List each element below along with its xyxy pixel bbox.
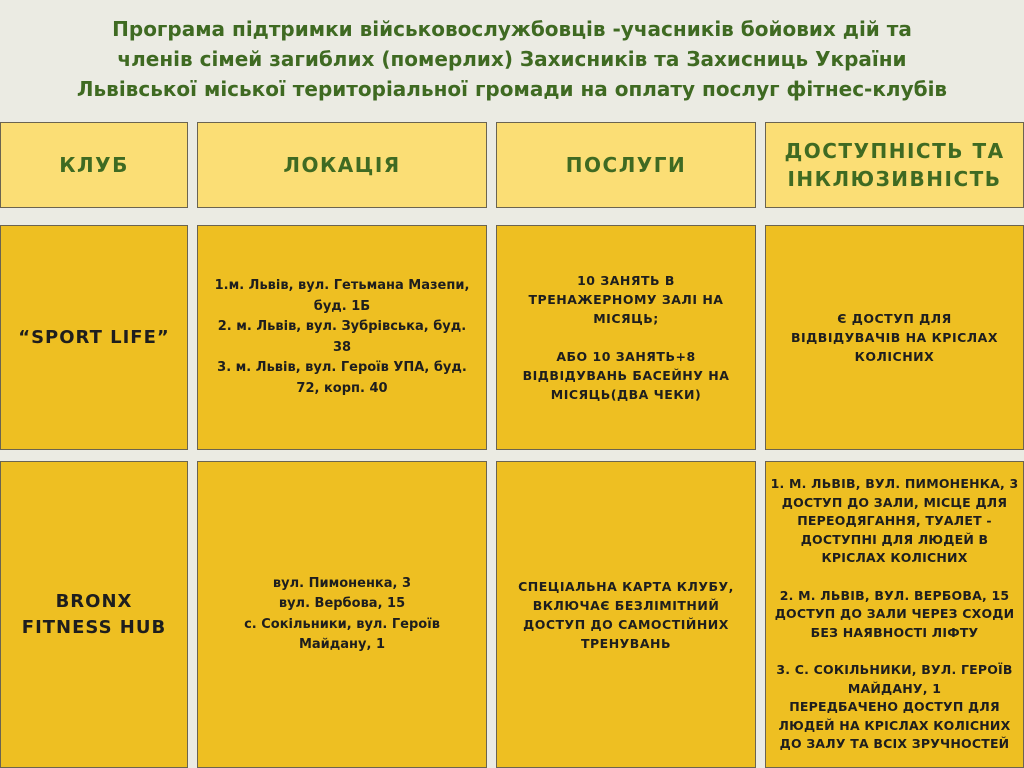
row-2-services xyxy=(496,461,756,768)
row-1-services xyxy=(496,225,756,450)
row-2-services-line: ДОСТУП ДО САМОСТІЙНИХ xyxy=(523,616,729,632)
header-club xyxy=(0,122,188,208)
row-1-accessibility-line: Є ДОСТУП ДЛЯ xyxy=(837,311,952,326)
row-1-services-line: МІСЯЦЬ; xyxy=(593,311,659,326)
row-2-accessibility-line: ПЕРЕДБАЧЕНО ДОСТУП ДЛЯ xyxy=(789,699,1000,715)
header-services xyxy=(496,122,756,208)
row-1-services-line: ВІДВІДУВАНЬ БАСЕЙНУ НА xyxy=(522,368,730,383)
row-2-club xyxy=(0,461,188,768)
header-services-label: ПОСЛУГИ xyxy=(565,153,687,177)
row-2-services-line: ТРЕНУВАНЬ xyxy=(580,635,672,651)
page-title xyxy=(0,14,1024,104)
row-2-accessibility-line: 3. С. СОКІЛЬНИКИ, ВУЛ. ГЕРОЇВ xyxy=(776,661,1013,677)
row-1-services-gap xyxy=(523,328,730,347)
header-location xyxy=(197,122,487,208)
row-2-club-name-line-2: FITNESS HUB xyxy=(21,616,167,638)
title-line-2: членів сімей загиблих (померлих) Захисників та Захисниць України xyxy=(117,47,907,71)
row-2-services-line: СПЕЦІАЛЬНА КАРТА КЛУБУ, xyxy=(518,578,734,594)
row-2-accessibility-line: ДО ЗАЛУ ТА ВСІХ ЗРУЧНОСТЕЙ xyxy=(779,736,1010,752)
row-1-accessibility-line: ВІДВІДУВАЧІВ НА КРІСЛАХ xyxy=(791,330,998,345)
row-1-services-line: АБО 10 ЗАНЯТЬ+8 xyxy=(556,349,696,364)
row-2-location-line: вул. Вербова, 15 xyxy=(278,596,406,611)
header-club-label: КЛУБ xyxy=(59,153,129,177)
row-1-accessibility xyxy=(765,225,1024,450)
row-2-accessibility-line: 2. М. ЛЬВІВ, ВУЛ. ВЕРБОВА, 15 xyxy=(779,587,1010,603)
row-2-location xyxy=(197,461,487,768)
row-2-accessibility-line: БЕЗ НАЯВНОСТІ ЛІФТУ xyxy=(810,624,979,640)
header-accessibility xyxy=(765,122,1024,208)
row-1-services-line: МІСЯЦЬ(ДВА ЧЕКИ) xyxy=(550,387,702,402)
row-2-accessibility-gap xyxy=(771,642,1019,661)
row-1-location-line: 72, корп. 40 xyxy=(296,380,388,396)
row-2-accessibility-line: ДОСТУПНІ ДЛЯ ЛЮДЕЙ В xyxy=(800,531,989,547)
row-2-accessibility-line: ДОСТУП ДО ЗАЛИ ЧЕРЕЗ СХОДИ xyxy=(774,606,1015,622)
row-2-club-name-line-1: BRONX xyxy=(55,590,133,612)
row-1-location-line: 2. м. Львів, вул. Зубрівська, буд. xyxy=(217,319,467,334)
row-1-location xyxy=(197,225,487,450)
row-1-location-line: 38 xyxy=(332,339,352,355)
row-2-location-line: вул. Пимоненка, 3 xyxy=(272,575,412,591)
row-1-location-line: 3. м. Львів, вул. Героїв УПА, буд. xyxy=(217,360,467,375)
row-2-location-line: с. Сокільники, вул. Героїв xyxy=(244,616,440,632)
header-accessibility-line-1: ДОСТУПНІСТЬ ТА xyxy=(784,139,1005,163)
row-1-accessibility-line: КОЛІСНИХ xyxy=(854,349,935,364)
row-2-location-line: Майдану, 1 xyxy=(298,637,386,652)
row-1-services-line: ТРЕНАЖЕРНОМУ ЗАЛІ НА xyxy=(528,292,724,307)
row-2-accessibility xyxy=(765,461,1024,768)
row-2-accessibility-line: ДОСТУП ДО ЗАЛИ, МІСЦЕ ДЛЯ xyxy=(781,494,1008,510)
row-2-accessibility-line: КРІСЛАХ КОЛІСНИХ xyxy=(821,550,968,566)
row-1-location-line: буд. 1Б xyxy=(313,298,371,314)
row-1-services-line: 10 ЗАНЯТЬ В xyxy=(577,273,675,288)
row-2-accessibility-line: ПЕРЕОДЯГАННЯ, ТУАЛЕТ - xyxy=(797,513,992,529)
title-line-3: Львівської міської територіальної громади на оплату послуг фітнес-клубів xyxy=(76,77,948,101)
row-2-accessibility-gap xyxy=(771,568,1019,587)
row-2-accessibility-line: ЛЮДЕЙ НА КРІСЛАХ КОЛІСНИХ xyxy=(778,717,1011,733)
row-2-accessibility-line: 1. М. ЛЬВІВ, ВУЛ. ПИМОНЕНКА, 3 xyxy=(770,476,1019,492)
title-line-1: Програма підтримки військовослужбовців -учасників бойових дій та xyxy=(112,17,912,41)
row-2-services-line: ВКЛЮЧАЄ БЕЗЛІМІТНИЙ xyxy=(532,597,720,613)
row-1-location-line: 1.м. Львів, вул. Гетьмана Мазепи, xyxy=(214,278,470,293)
row-1-club xyxy=(0,225,188,450)
row-1-club-name: “SPORT LIFE” xyxy=(18,326,170,348)
header-location-label: ЛОКАЦІЯ xyxy=(283,153,401,177)
row-2-accessibility-line: МАЙДАНУ, 1 xyxy=(847,680,942,696)
header-accessibility-line-2: ІНКЛЮЗИВНІСТЬ xyxy=(787,167,1002,191)
